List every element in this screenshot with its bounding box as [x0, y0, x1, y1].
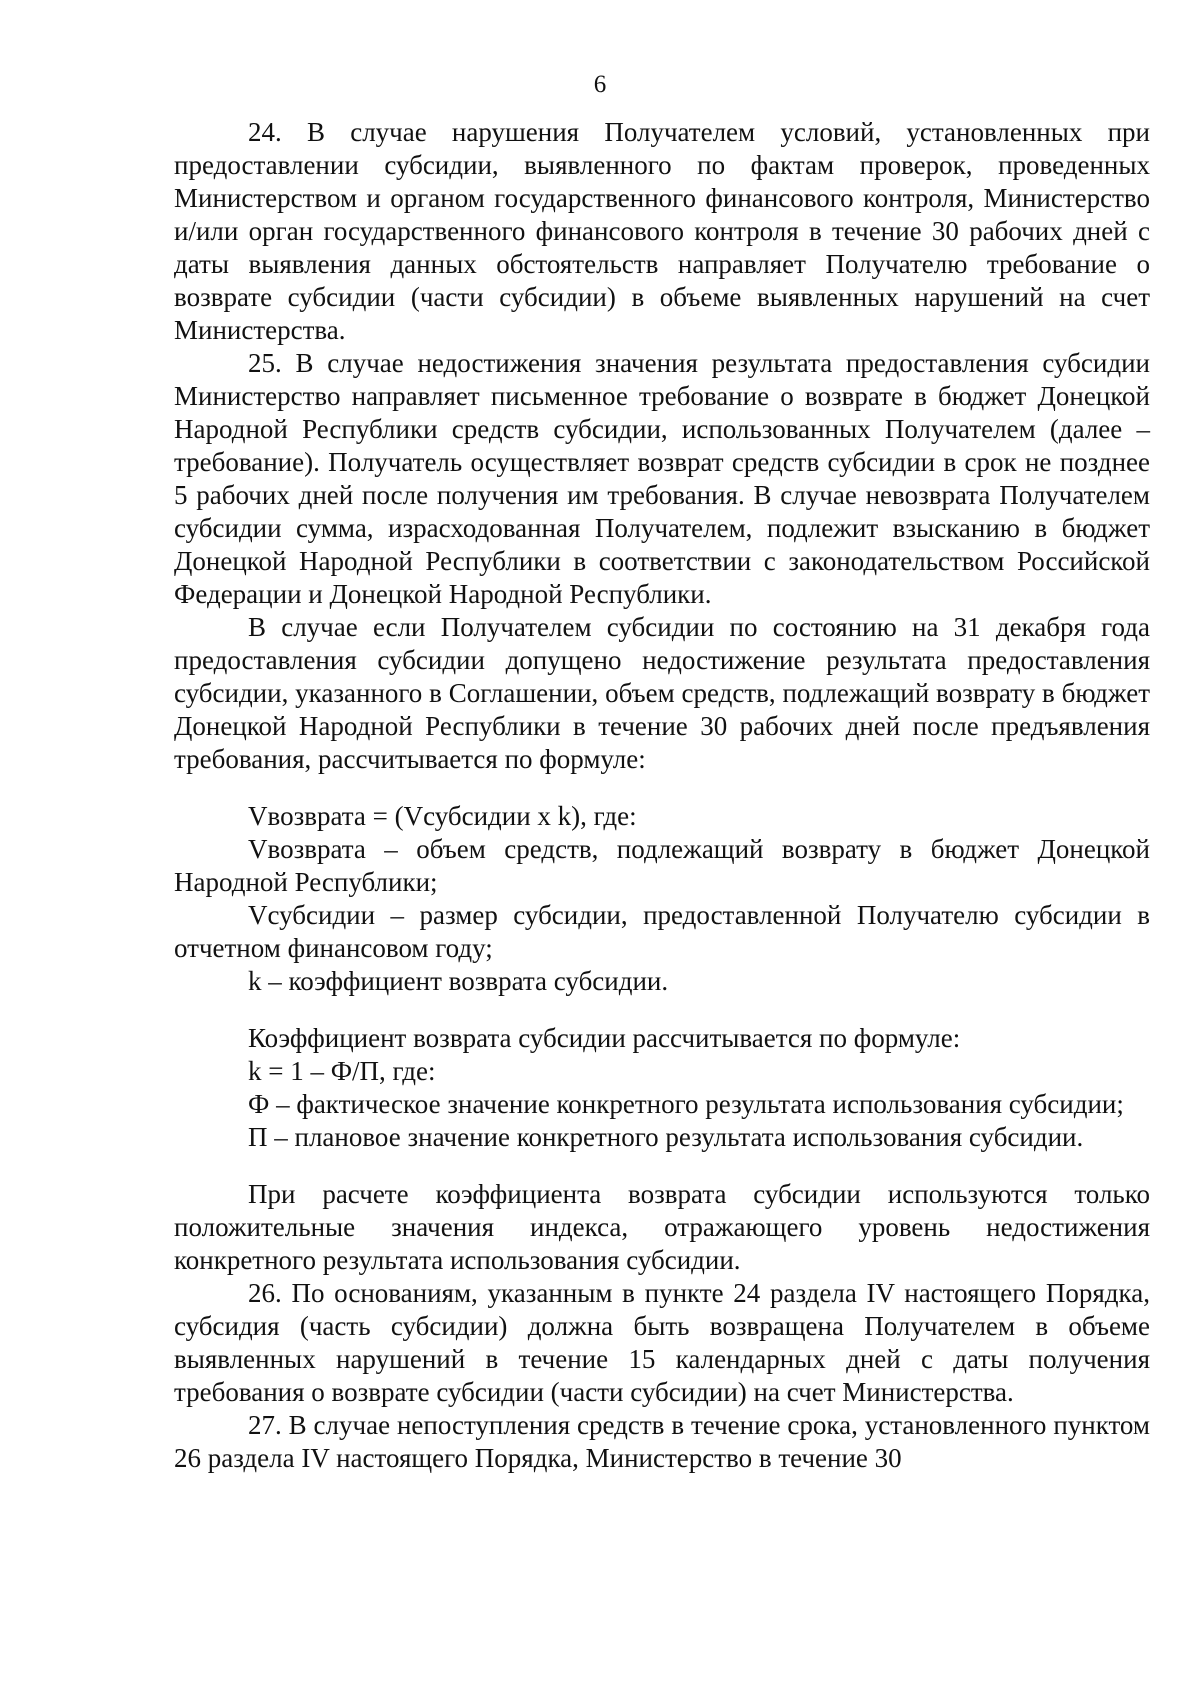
document-body	[174, 116, 1150, 1475]
formula-v-return: Vвозврата = (Vсубсидии x k), где:	[248, 801, 637, 831]
definition-p: П – плановое значение конкретного результата использования субсидии.	[248, 1122, 1084, 1152]
paragraph-24: 24. В случае нарушения Получателем условий, установленных при предоставлении субсидии, выявленного по фактам проверок, проведенных Министерством и органом государственного финансового контроля, Министерство и/или орган государственного финансового контроля в течение 30 рабочих дней с даты выявления данных обстоятельств направляет Получателю требование о возврате субсидии (части субсидии) в объеме выявленных нарушений на счет Министерства.	[174, 117, 1150, 345]
paragraph-25: 25. В случае недостижения значения результата предоставления субсидии Министерство направляет письменное требование о возврате в бюджет Донецкой Народной Республики средств субсидии, использованных Получателем (далее – требование). Получатель осуществляет возврат средств субсидии в срок не позднее 5 рабочих дней после получения им требования. В случае невозврата Получателем субсидии сумма, израсходованная Получателем, подлежит взысканию в бюджет Донецкой Народной Республики в соответствии с законодательством Российской Федерации и Донецкой Народной Республики.	[174, 348, 1150, 609]
paragraph-25-formula-intro: В случае если Получателем субсидии по состоянию на 31 декабря года предоставления субсидии допущено недостижение результата предоставления субсидии, указанного в Соглашении, объем средств, подлежащий возврату в бюджет Донецкой Народной Республики в течение 30 рабочих дней после предъявления требования, рассчитывается по формуле:	[174, 612, 1150, 774]
formula-k: k = 1 – Ф/П, где:	[248, 1056, 436, 1086]
spacer	[174, 1154, 1150, 1178]
definition-v-return: Vвозврата – объем средств, подлежащий возврату в бюджет Донецкой Народной Республики;	[174, 834, 1150, 897]
page-number: 6	[593, 71, 607, 98]
paragraph-26: 26. По основаниям, указанным в пункте 24 раздела IV настоящего Порядка, субсидия (часть субсидии) должна быть возвращена Получателем в объеме выявленных нарушений в течение 15 календарных дней с даты получения требования о возврате субсидии (части субсидии) на счет Министерства.	[174, 1278, 1150, 1407]
spacer	[174, 998, 1150, 1022]
spacer	[174, 776, 1150, 800]
definition-f: Ф – фактическое значение конкретного результата использования субсидии;	[248, 1089, 1124, 1119]
coefficient-intro: Коэффициент возврата субсидии рассчитывается по формуле:	[248, 1023, 961, 1053]
coefficient-note: При расчете коэффициента возврата субсидии используются только положительные значения индекса, отражающего уровень недостижения конкретного результата использования субсидии.	[174, 1179, 1150, 1275]
definition-v-subsidy: Vсубсидии – размер субсидии, предоставленной Получателю субсидии в отчетном финансовом году;	[174, 900, 1150, 963]
definition-k: k – коэффициент возврата субсидии.	[248, 966, 669, 996]
paragraph-27: 27. В случае непоступления средств в течение срока, установленного пунктом 26 раздела IV настоящего Порядка, Министерство в течение 30	[174, 1410, 1150, 1473]
